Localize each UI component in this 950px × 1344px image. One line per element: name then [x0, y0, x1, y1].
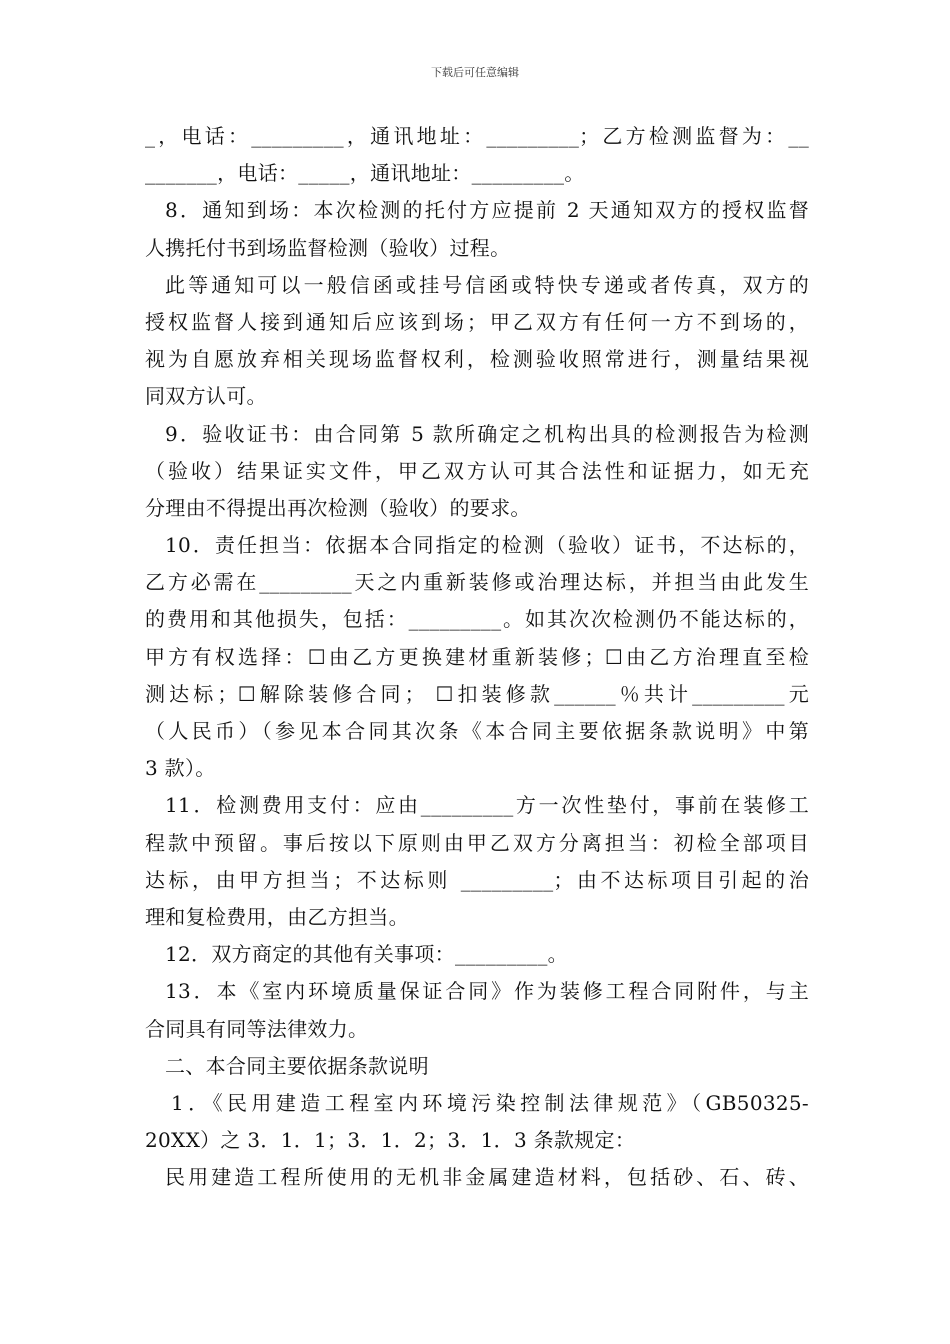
text-line: _______，电话：_____，通讯地址：_________。: [145, 161, 585, 186]
text-line: 程款中预留。事后按以下原则由甲乙双方分离担当：初检全部项目: [145, 830, 809, 855]
text-line: 11．检测费用支付：应由_________方一次性垫付，事前在装修工: [165, 793, 809, 818]
text-line: 的费用和其他损失，包括：_________。如其次次检测仍不能达标的，: [145, 607, 809, 632]
text-line: 分理由不得提出再次检测（验收）的要求。: [145, 495, 531, 520]
text-line: 授权监督人接到通知后应该到场；甲乙双方有任何一方不到场的，: [145, 309, 809, 334]
text-line: _，电话：_________，通讯地址：_________；乙方检测监督为：__: [145, 124, 809, 148]
text-line: 20XX）之 3．1．1；3．1．2；3．1．3 条款规定：: [145, 1128, 636, 1153]
text-line: 10．责任担当：依据本合同指定的检测（验收）证书，不达标的，: [165, 533, 809, 558]
text-line: 达标，由甲方担当；不达标则 _________；由不达标项目引起的治: [145, 867, 809, 892]
text-line: 测达标；☐解除装修合同； ☐扣装修款______％共计_________元: [145, 681, 809, 706]
text-line: 1．《民用建造工程室内环境污染控制法律规范》（GB50325-: [171, 1090, 809, 1115]
text-line: 9．验收证书：由合同第 5 款所确定之机构出具的检测报告为检测: [165, 421, 809, 446]
text-line: 8．通知到场：本次检测的托付方应提前 2 天通知双方的授权监督: [165, 198, 809, 223]
text-line: 甲方有权选择：☐由乙方更换建材重新装修；☐由乙方治理直至检: [145, 644, 809, 669]
text-line: 此等通知可以一般信函或挂号信函或特快专递或者传真，双方的: [165, 272, 809, 297]
text-line: 视为自愿放弃相关现场监督权利，检测验收照常进行，测量结果视: [145, 347, 809, 372]
text-line: 民用建造工程所使用的无机非金属建造材料，包括砂、石、砖、: [165, 1165, 809, 1190]
text-line: 13．本《室内环境质量保证合同》作为装修工程合同附件，与主: [165, 979, 809, 1004]
text-line: 12．双方商定的其他有关事项：_________。: [165, 942, 568, 967]
text-line: 合同具有同等法律效力。: [145, 1016, 369, 1041]
text-line: （验收）结果证实文件，甲乙双方认可其合法性和证据力，如无充: [145, 458, 809, 483]
text-line: 同双方认可。: [145, 384, 267, 409]
text-line: 理和复检费用，由乙方担当。: [145, 904, 409, 929]
text-line: 乙方必需在_________天之内重新装修或治理达标，并担当由此发生: [145, 570, 809, 595]
document-body: [145, 118, 809, 1196]
text-line: 二、本合同主要依据条款说明: [165, 1053, 429, 1078]
text-line: 3 款）。: [145, 756, 216, 781]
text-line: 人携托付书到场监督检测（验收）过程。: [145, 235, 511, 260]
page-header: 下载后可任意编辑: [431, 66, 519, 79]
text-line: （人民币）（参见本合同其次条《本合同主要依据条款说明》中第: [145, 719, 809, 743]
